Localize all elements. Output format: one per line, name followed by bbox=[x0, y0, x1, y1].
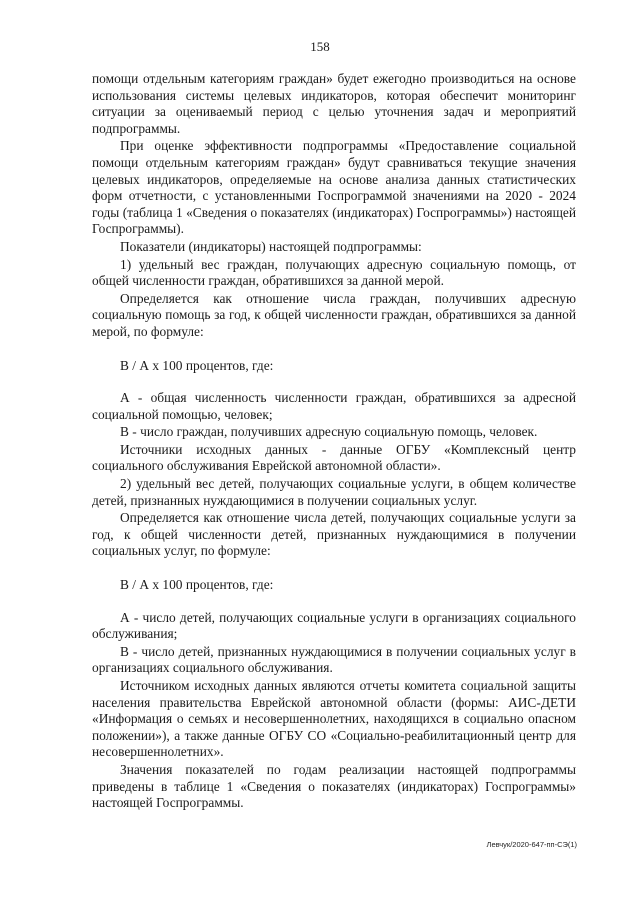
paragraph-indicator-1-definition: Определяется как отношение числа граждан, получивших адресную социальную помощь за год, к общей численности граждан, обратившихся за данной мерой, по формуле: bbox=[92, 290, 576, 339]
paragraph-variable-b-1: В - число граждан, получивших адресную социальную помощь, человек. bbox=[120, 424, 538, 440]
paragraph-variable-a-1: А - общая численность численности граждан, обратившихся за адресной социальной помощью, человек; bbox=[92, 390, 576, 422]
paragraph-source-1: Источники исходных данных - данные ОГБУ «Комплексный центр социального обслуживания Еврейской автономной области». bbox=[92, 441, 576, 474]
footer-doc-code: Левчук/2020-647-пп-СЭ(1) bbox=[486, 840, 577, 849]
paragraph-variable-a-2: А - число детей, получающих социальные услуги в организациях социального обслуживания; bbox=[92, 609, 576, 642]
paragraph-evaluation: При оценке эффективности подпрограммы «Предоставление социальной помощи отдельным категориям граждан» будут сравниваться текущие значения целевых индикаторов, определяемые на основе анализа данных статистических форм отчетности, с установленными Госпрограммой значениями на 2020 - 2024 годы (таблица 1 «Сведения о показателях (индикаторах) Госпрограммы») настоящей Госпрограммы). bbox=[92, 138, 576, 237]
paragraph-indicator-2: 2) удельный вес детей, получающих социальные услуги, в общем количестве детей, признанных нуждающимися в получении социальных услуг. bbox=[92, 476, 576, 508]
page-number: 158 bbox=[310, 39, 330, 54]
document-body bbox=[92, 71, 576, 813]
paragraph-values-reference: Значения показателей по годам реализации настоящей подпрограммы приведены в таблице 1 «Сведения о показателях (индикаторах) Госпрограммы» настоящей Госпрограммы. bbox=[92, 761, 576, 811]
paragraph-indicator-1: 1) удельный вес граждан, получающих адресную социальную помощь, от общей численности граждан, обратившихся за данной мерой. bbox=[92, 256, 576, 289]
paragraph-indicators-heading: Показатели (индикаторы) настоящей подпрограммы: bbox=[120, 238, 422, 254]
formula-2: В / А х 100 процентов, где: bbox=[120, 577, 274, 593]
paragraph-indicator-2-definition: Определяется как отношение числа детей, получающих социальные услуги за год, к общей численности детей, признанных нуждающимися в получении социальных услуг, по формуле: bbox=[92, 510, 576, 559]
paragraph-continuation: помощи отдельным категориям граждан» будет ежегодно производиться на основе использования системы целевых индикаторов, которая обеспечит мониторинг ситуации за оцениваемый период с целью уточнения задач и мероприятий подпрограммы. bbox=[92, 71, 576, 136]
paragraph-variable-b-2: В - число детей, признанных нуждающимися в получении социальных услуг в организациях социального обслуживания. bbox=[92, 643, 576, 676]
paragraph-source-2: Источником исходных данных являются отчеты комитета социальной защиты населения правительства Еврейской автономной области (формы: АИС-ДЕТИ «Информация о семьях и несовершеннолетних, находящихся в социально опасном положении»), а также данные ОГБУ СО «Социально-реабилитационный центр для несовершеннолетних». bbox=[92, 678, 576, 760]
formula-1: В / А х 100 процентов, где: bbox=[120, 357, 274, 373]
